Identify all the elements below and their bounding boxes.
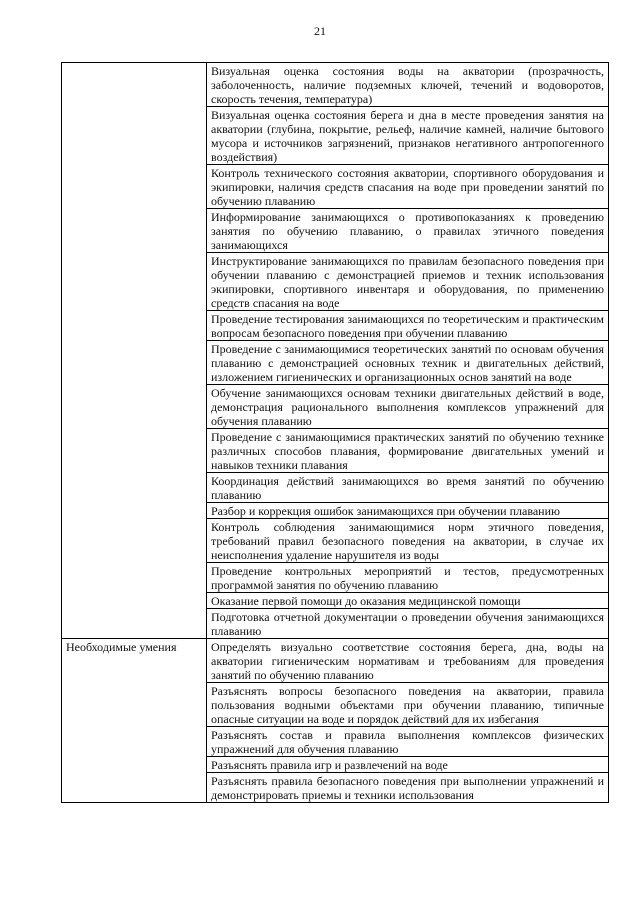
table-row [62,639,609,683]
labor-action-item: Контроль технического состояния акватории, спортивного оборудования и экипировки, наличия средств спасания на воде при проведении занятий по обучению плаванию [207,165,609,209]
labor-action-item: Информирование занимающихся о противопоказаниях к проведению занятия по обучению плаванию, о правилах этичного поведения занимающихся [207,209,609,253]
labor-action-item: Инструктирование занимающихся по правилам безопасного поведения при обучении плаванию с демонстрацией приемов и техник использования экипировки, спортивного инвентаря и оборудования, по применению средств спасания на воде [207,253,609,311]
skill-item: Определять визуально соответствие состояния берега, дна, воды на акватории гигиеническим нормативам и требованиям для проведения занятий по обучению плаванию [207,639,609,683]
labor-action-item: Визуальная оценка состояния берега и дна в месте проведения занятия на акватории (глубина, покрытие, рельеф, наличие камней, наличие бытового мусора и источников загрязнений, признаков негативного антропогенного воздействия) [207,107,609,165]
labor-action-item: Разбор и коррекция ошибок занимающихся при обучении плаванию [207,503,609,519]
labor-action-item: Оказание первой помощи до оказания медицинской помощи [207,593,609,609]
labor-action-item: Координация действий занимающихся во время занятий по обучению плаванию [207,473,609,503]
skill-item: Разъяснять правила безопасного поведения при выполнении упражнений и демонстрировать приемы и техники использования [207,773,609,803]
skill-item: Разъяснять правила игр и развлечений на воде [207,757,609,773]
labor-actions-label-cell [62,63,207,639]
labor-action-item: Проведение с занимающимися практических занятий по обучению технике различных способов плавания, формирование двигательных умений и навыков техники плавания [207,429,609,473]
table-row [62,63,609,107]
required-skills-label: Необходимые умения [62,639,207,803]
labor-action-item: Контроль соблюдения занимающимися норм этичного поведения, требований правил безопасного поведения на акватории, в случае их неисполнения удаление нарушителя из воды [207,519,609,563]
page-number: 21 [314,24,326,38]
skill-item: Разъяснять состав и правила выполнения комплексов физических упражнений для обучения плаванию [207,727,609,757]
skill-item: Разъяснять вопросы безопасного поведения на акватории, правила пользования водными объектами при обучении плаванию, типичные опасные ситуации на воде и порядок действий для их избегания [207,683,609,727]
labor-action-item: Проведение с занимающимися теоретических занятий по основам обучения плаванию с демонстрацией основных техник и двигательных действий, изложением гигиенических и организационных основ занятий на воде [207,341,609,385]
labor-action-item: Проведение контрольных мероприятий и тестов, предусмотренных программой занятия по обучению плаванию [207,563,609,593]
labor-action-item: Визуальная оценка состояния воды на акватории (прозрачность, заболоченность, наличие подземных ключей, течений и водоворотов, скорость течения, температура) [207,63,609,107]
labor-action-item: Обучение занимающихся основам техники двигательных действий в воде, демонстрация рационального выполнения комплексов упражнений для обучения плаванию [207,385,609,429]
labor-action-item: Проведение тестирования занимающихся по теоретическим и практическим вопросам безопасного поведения при обучении плаванию [207,311,609,341]
competency-table [61,62,609,803]
labor-action-item: Подготовка отчетной документации о проведении обучения занимающихся плаванию [207,609,609,639]
